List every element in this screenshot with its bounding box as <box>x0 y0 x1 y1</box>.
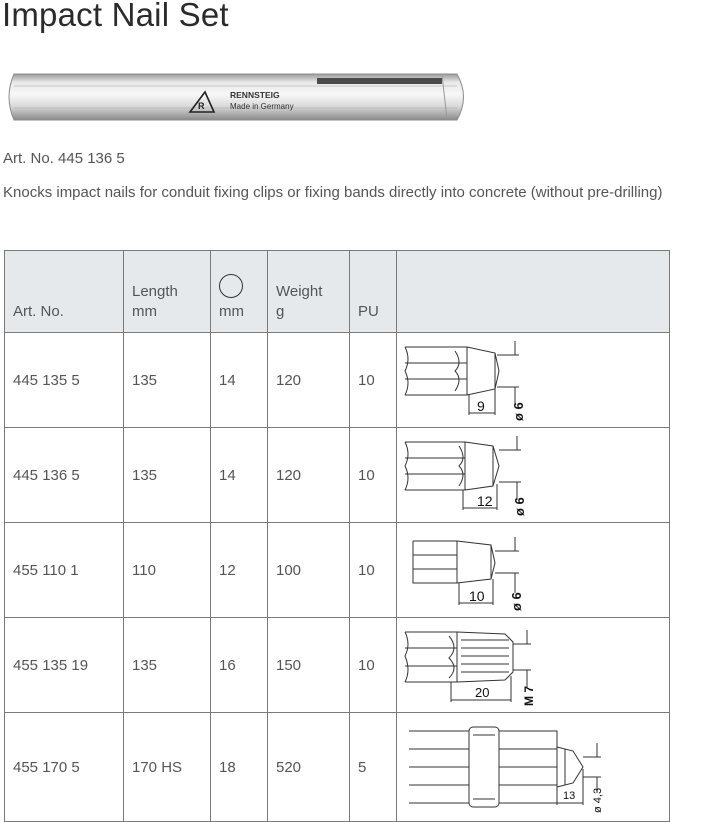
svg-text:20: 20 <box>475 685 490 700</box>
cell-diameter: 18 <box>211 713 268 822</box>
col-diameter: mm <box>211 251 268 333</box>
table-row <box>5 523 670 618</box>
svg-text:ø 4,3: ø 4,3 <box>592 787 604 813</box>
svg-text:12: 12 <box>477 493 493 509</box>
svg-text:ø 6: ø 6 <box>511 402 526 421</box>
product-image <box>2 68 472 126</box>
cell-weight: 150 <box>268 618 350 713</box>
col-drawing <box>397 251 670 333</box>
tip-drawing <box>397 713 670 821</box>
cell-weight: 100 <box>268 523 350 618</box>
cell-weight: 120 <box>268 333 350 428</box>
page-title: Impact Nail Set <box>2 0 229 33</box>
cell-length: 110 <box>124 523 211 618</box>
cell-weight: 520 <box>268 713 350 822</box>
col-art-no: Art. No. <box>5 251 124 333</box>
cell-diameter: 12 <box>211 523 268 618</box>
origin-text: Made in Germany <box>230 102 294 111</box>
article-number: Art. No. 445 136 5 <box>3 150 125 167</box>
brand-text: RENNSTEIG <box>230 90 280 100</box>
cell-art-no: 455 110 1 <box>5 523 124 618</box>
cell-art-no: 445 135 5 <box>5 333 124 428</box>
svg-text:M 7: M 7 <box>522 685 536 706</box>
col-weight: Weight g <box>268 251 350 333</box>
cell-drawing <box>397 618 670 713</box>
cell-pu: 10 <box>350 428 397 523</box>
cell-pu: 10 <box>350 618 397 713</box>
tip-drawing <box>397 428 670 522</box>
cell-drawing <box>397 333 670 428</box>
cell-length: 135 <box>124 428 211 523</box>
product-description: Knocks impact nails for conduit fixing clips or fixing bands directly into concrete (without pre-drilling) <box>3 184 663 201</box>
col-length: Length mm <box>124 251 211 333</box>
cell-drawing <box>397 713 670 822</box>
cell-pu: 10 <box>350 523 397 618</box>
cell-art-no: 445 136 5 <box>5 428 124 523</box>
svg-text:13: 13 <box>563 790 576 802</box>
cell-pu: 5 <box>350 713 397 822</box>
cell-drawing <box>397 523 670 618</box>
circle-icon <box>219 274 243 298</box>
svg-text:9: 9 <box>477 398 485 414</box>
cell-drawing <box>397 428 670 523</box>
cell-length: 170 HS <box>124 713 211 822</box>
tip-drawing <box>397 523 670 617</box>
svg-text:R: R <box>198 101 205 111</box>
table-row <box>5 618 670 713</box>
cell-length: 135 <box>124 333 211 428</box>
cell-pu: 10 <box>350 333 397 428</box>
table-header-row <box>5 251 670 333</box>
tip-drawing <box>397 333 670 427</box>
table-row <box>5 333 670 428</box>
col-pu: PU <box>350 251 397 333</box>
table-row <box>5 428 670 523</box>
spec-table <box>4 250 670 822</box>
cell-length: 135 <box>124 618 211 713</box>
svg-text:10: 10 <box>469 588 485 604</box>
tip-drawing <box>397 618 670 712</box>
cell-art-no: 455 170 5 <box>5 713 124 822</box>
svg-text:ø 6: ø 6 <box>512 497 527 516</box>
cell-weight: 120 <box>268 428 350 523</box>
svg-text:ø 6: ø 6 <box>509 592 524 611</box>
cell-diameter: 16 <box>211 618 268 713</box>
table-row <box>5 713 670 822</box>
cell-diameter: 14 <box>211 428 268 523</box>
cell-diameter: 14 <box>211 333 268 428</box>
cell-art-no: 455 135 19 <box>5 618 124 713</box>
